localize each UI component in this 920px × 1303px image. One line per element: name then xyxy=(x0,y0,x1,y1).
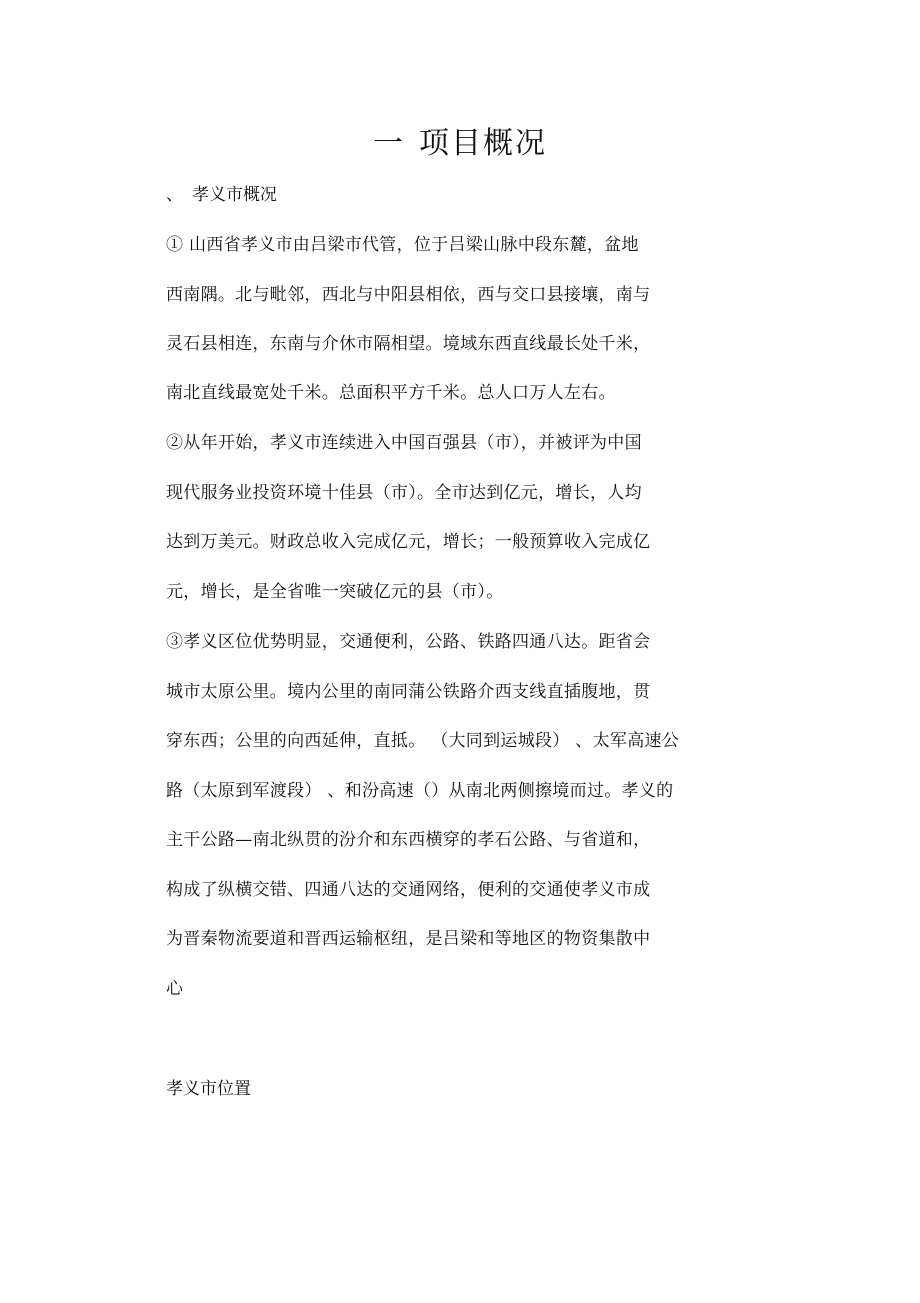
paragraph-line: 城市太原公里。境内公里的南同蒲公铁路介西支线直插腹地，贯 xyxy=(166,682,651,702)
paragraph-line: 南北直线最宽处千米。总面积平方千米。总人口万人左右。 xyxy=(166,383,616,403)
section-mark: 、 xyxy=(166,185,183,205)
paragraph-line: 现代服务业投资环境十佳县（市）。全市达到亿元，增长，人均 xyxy=(166,483,642,503)
page-title xyxy=(0,118,920,162)
paragraph-line: 路（太原到军渡段） 、和汾高速（）从南北两侧擦境而过。孝义的 xyxy=(166,781,674,801)
paragraph-line: 元，增长，是全省唯一突破亿元的县（市）。 xyxy=(166,582,504,602)
paragraph-line: 达到万美元。财政总收入完成亿元，增长；一般预算收入完成亿 xyxy=(166,532,651,552)
title-number: 一 xyxy=(373,126,405,161)
paragraph-line: 西南隅。北与毗邻，西北与中阳县相依，西与交口县接壤，南与 xyxy=(166,285,651,305)
paragraph-line: 心 xyxy=(166,979,184,999)
title-text: 项目概况 xyxy=(419,126,547,161)
paragraph-line: ②从年开始，孝义市连续进入中国百强县（市），并被评为中国 xyxy=(166,433,642,453)
paragraph-line: 灵石县相连，东南与介休市隔相望。境域东西直线最长处千米， xyxy=(166,334,651,354)
section-heading-text: 孝义市概况 xyxy=(192,185,277,205)
paragraph-line: ① 山西省孝义市由吕梁市代管，位于吕梁山脉中段东麓，盆地 xyxy=(166,235,639,255)
figure-caption: 孝义市位置 xyxy=(166,1079,251,1099)
paragraph-line: 穿东西；公里的向西延伸，直抵。 （大同到运城段） 、太军高速公 xyxy=(166,731,680,751)
paragraph-line: 构成了纵横交错、四通八达的交通网络，便利的交通使孝义市成 xyxy=(166,880,651,900)
paragraph-line: 主干公路—南北纵贯的汾介和东西横穿的孝石公路、与省道和， xyxy=(166,830,651,850)
paragraph-line: 为晋秦物流要道和晋西运输枢纽，是吕梁和等地区的物资集散中 xyxy=(166,929,651,949)
section-heading xyxy=(166,180,277,205)
paragraph-line: ③孝义区位优势明显，交通便利，公路、铁路四通八达。距省会 xyxy=(166,632,651,652)
